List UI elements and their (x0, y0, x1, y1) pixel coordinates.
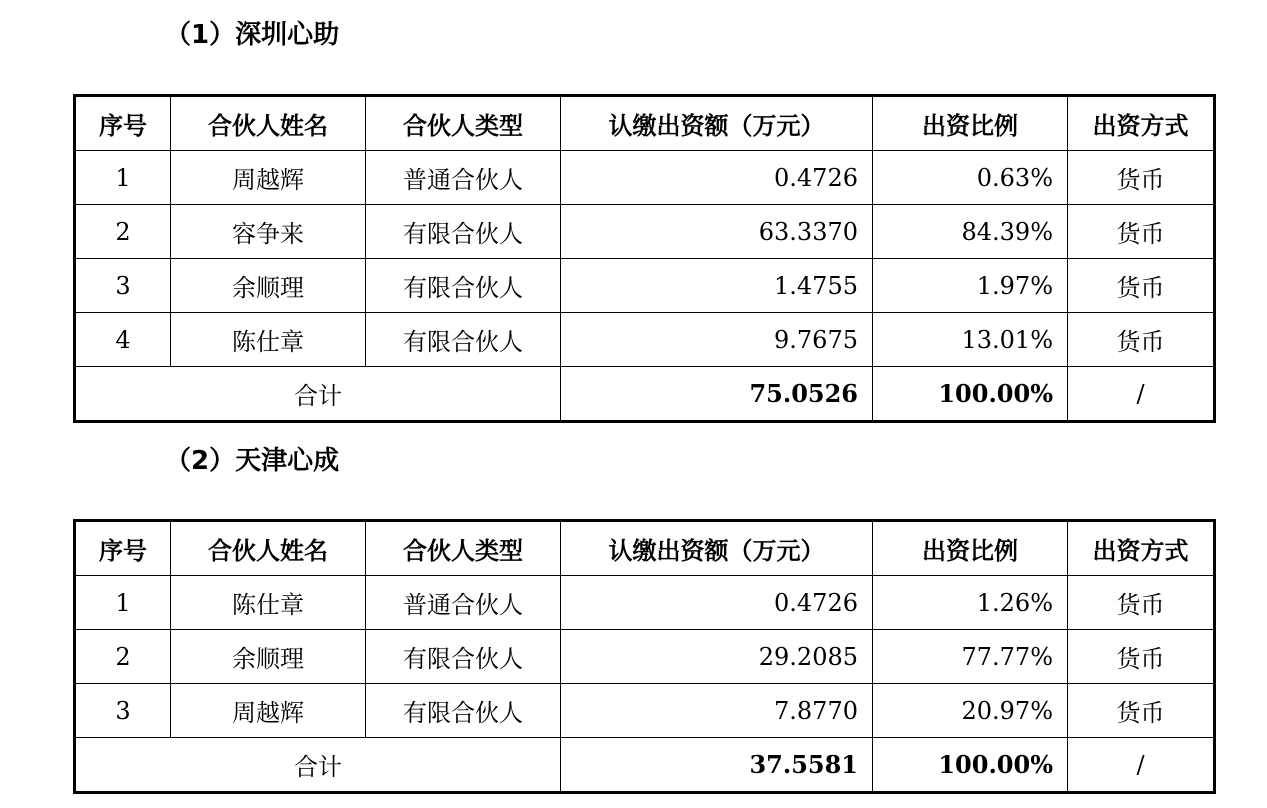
cell-method: 货币 (1068, 151, 1215, 205)
total-row (75, 738, 1215, 793)
table-row (75, 205, 1215, 259)
table-row (75, 151, 1215, 205)
cell-method: 货币 (1068, 205, 1215, 259)
cell-amount: 0.4726 (561, 151, 873, 205)
cell-name: 陈仕章 (171, 313, 366, 367)
table-row (75, 313, 1215, 367)
col-header-no: 序号 (75, 96, 171, 151)
table-row (75, 630, 1215, 684)
total-row (75, 367, 1215, 422)
cell-method: 货币 (1068, 576, 1215, 630)
section-heading-tianjin: （2）天津心成 (165, 446, 340, 476)
col-header-type: 合伙人类型 (366, 521, 561, 576)
cell-amount: 63.3370 (561, 205, 873, 259)
cell-ratio: 1.97% (873, 259, 1068, 313)
cell-ratio: 77.77% (873, 630, 1068, 684)
col-header-type: 合伙人类型 (366, 96, 561, 151)
cell-no: 2 (75, 630, 171, 684)
table-row (75, 684, 1215, 738)
cell-no: 4 (75, 313, 171, 367)
col-header-ratio: 出资比例 (873, 521, 1068, 576)
total-amount: 37.5581 (561, 738, 873, 793)
cell-ratio: 84.39% (873, 205, 1068, 259)
cell-amount: 29.2085 (561, 630, 873, 684)
cell-type: 有限合伙人 (366, 205, 561, 259)
cell-no: 3 (75, 684, 171, 738)
cell-type: 普通合伙人 (366, 576, 561, 630)
cell-name: 周越辉 (171, 151, 366, 205)
col-header-amount: 认缴出资额（万元） (561, 521, 873, 576)
total-ratio: 100.00% (873, 367, 1068, 422)
cell-method: 货币 (1068, 684, 1215, 738)
total-method: / (1068, 738, 1215, 793)
total-label: 合计 (75, 367, 561, 422)
section-heading-shenzhen: （1）深圳心助 (165, 20, 340, 50)
cell-type: 有限合伙人 (366, 684, 561, 738)
cell-amount: 9.7675 (561, 313, 873, 367)
cell-ratio: 1.26% (873, 576, 1068, 630)
total-label: 合计 (75, 738, 561, 793)
col-header-name: 合伙人姓名 (171, 521, 366, 576)
cell-type: 普通合伙人 (366, 151, 561, 205)
cell-amount: 0.4726 (561, 576, 873, 630)
cell-ratio: 13.01% (873, 313, 1068, 367)
table-row (75, 576, 1215, 630)
table-row (75, 259, 1215, 313)
col-header-no: 序号 (75, 521, 171, 576)
cell-no: 3 (75, 259, 171, 313)
cell-no: 2 (75, 205, 171, 259)
cell-type: 有限合伙人 (366, 313, 561, 367)
total-amount: 75.0526 (561, 367, 873, 422)
cell-amount: 1.4755 (561, 259, 873, 313)
partner-table-shenzhen (73, 94, 1216, 423)
cell-amount: 7.8770 (561, 684, 873, 738)
col-header-method: 出资方式 (1068, 521, 1215, 576)
total-method: / (1068, 367, 1215, 422)
col-header-name: 合伙人姓名 (171, 96, 366, 151)
cell-ratio: 20.97% (873, 684, 1068, 738)
cell-method: 货币 (1068, 313, 1215, 367)
table-header-row (75, 521, 1215, 576)
col-header-amount: 认缴出资额（万元） (561, 96, 873, 151)
cell-type: 有限合伙人 (366, 630, 561, 684)
cell-no: 1 (75, 151, 171, 205)
cell-no: 1 (75, 576, 171, 630)
cell-method: 货币 (1068, 630, 1215, 684)
cell-name: 陈仕章 (171, 576, 366, 630)
col-header-method: 出资方式 (1068, 96, 1215, 151)
cell-method: 货币 (1068, 259, 1215, 313)
cell-type: 有限合伙人 (366, 259, 561, 313)
cell-ratio: 0.63% (873, 151, 1068, 205)
partner-table-tianjin (73, 519, 1216, 794)
cell-name: 容争来 (171, 205, 366, 259)
cell-name: 余顺理 (171, 630, 366, 684)
cell-name: 周越辉 (171, 684, 366, 738)
table-header-row (75, 96, 1215, 151)
col-header-ratio: 出资比例 (873, 96, 1068, 151)
cell-name: 余顺理 (171, 259, 366, 313)
total-ratio: 100.00% (873, 738, 1068, 793)
